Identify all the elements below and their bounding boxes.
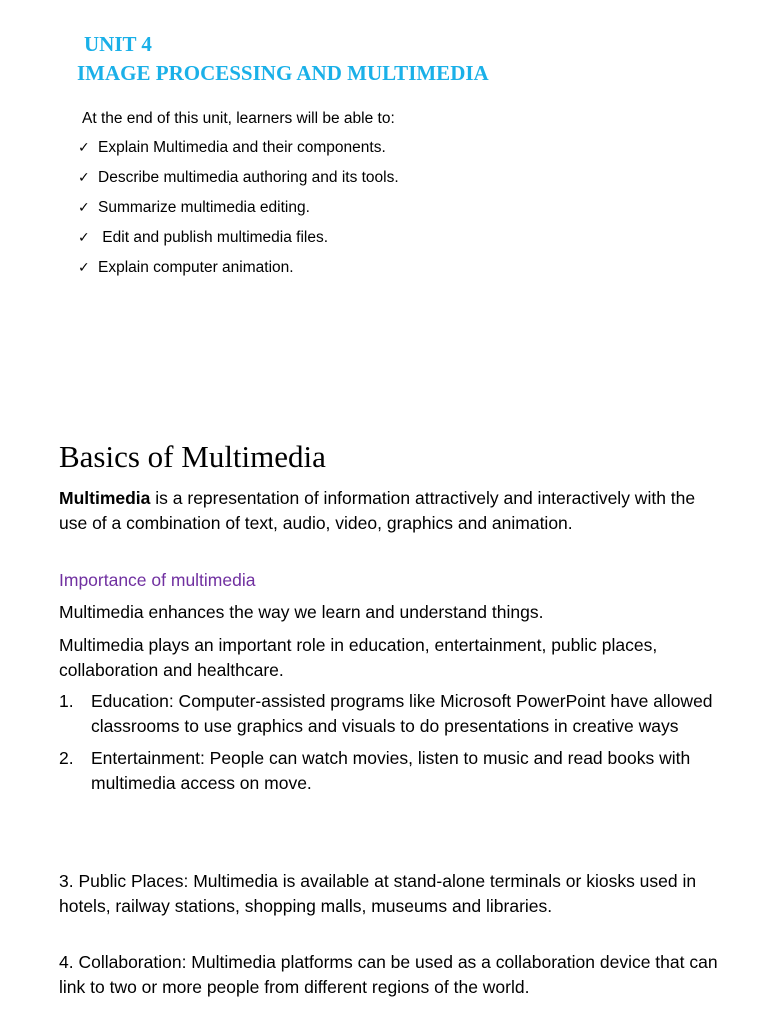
- importance-list: [59, 689, 719, 795]
- check-icon: ✓: [78, 260, 90, 276]
- check-icon: ✓: [78, 170, 90, 186]
- paragraph-enhances: Multimedia enhances the way we learn and understand things.: [59, 602, 544, 622]
- list-text: Entertainment: People can watch movies, listen to music and read books with multimedia access on move.: [91, 748, 691, 793]
- objectives-intro: At the end of this unit, learners will be able to:: [82, 110, 395, 127]
- objectives-list: [78, 133, 399, 283]
- objective-item: [78, 193, 399, 223]
- definition-term: Multimedia: [59, 488, 151, 508]
- objective-item: [78, 133, 399, 163]
- objective-text: Explain computer animation.: [98, 259, 294, 276]
- section-heading: Basics of Multimedia: [59, 439, 326, 474]
- list-number: 1.: [59, 691, 74, 711]
- unit-title: UNIT 4: [84, 32, 152, 56]
- unit-subtitle: IMAGE PROCESSING AND MULTIMEDIA: [77, 61, 489, 85]
- objective-text: Summarize multimedia editing.: [98, 199, 310, 216]
- check-icon: ✓: [78, 200, 90, 216]
- objective-item: [78, 163, 399, 193]
- sub-heading: Importance of multimedia: [59, 570, 256, 590]
- check-icon: ✓: [78, 140, 90, 156]
- objective-item: [78, 253, 399, 283]
- definition-paragraph: [59, 486, 719, 535]
- learning-objectives: [78, 104, 399, 283]
- list-number: 2.: [59, 748, 74, 768]
- list-text: Education: Computer-assisted programs like Microsoft PowerPoint have allowed classrooms to use graphics and visuals to do presentations in creative ways: [91, 691, 713, 736]
- paragraph-public-places: 3. Public Places: Multimedia is available at stand-alone terminals or kiosks used in hotels, railway stations, shopping malls, museums and libraries.: [59, 871, 697, 916]
- definition-text: is a representation of information attractively and interactively with the use of a combination of text, audio, video, graphics and animation.: [59, 488, 696, 533]
- objective-text: Edit and publish multimedia files.: [98, 229, 329, 246]
- paragraph-role: Multimedia plays an important role in education, entertainment, public places, collaboration and healthcare.: [59, 635, 658, 680]
- objective-text: Explain Multimedia and their components.: [98, 139, 386, 156]
- objective-text: Describe multimedia authoring and its tools.: [98, 169, 399, 186]
- paragraph-collaboration: 4. Collaboration: Multimedia platforms can be used as a collaboration device that can link to two or more people from different regions of the world.: [59, 952, 718, 997]
- check-icon: ✓: [78, 230, 90, 246]
- objective-item: [78, 223, 399, 253]
- list-item: [59, 689, 719, 738]
- list-item: [59, 746, 719, 795]
